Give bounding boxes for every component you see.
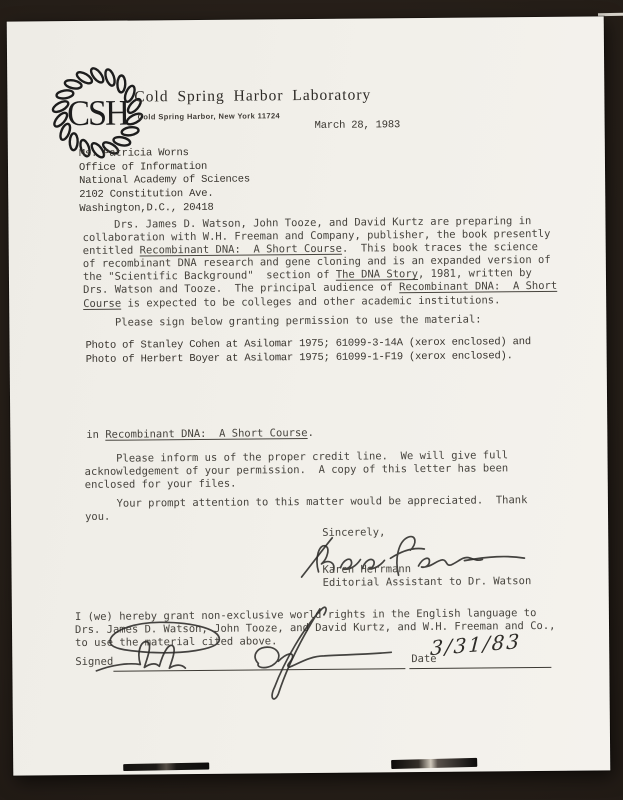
handwritten-date: 3/31/83 (429, 628, 522, 661)
closing-salutation: Sincerely, (322, 526, 386, 539)
paragraph-credit-line: Please inform us of the proper credit line. We will give full acknowledgement of your permission. A copy of this letter has been enclosed for your files. (84, 449, 509, 492)
exposure-mark-left (123, 762, 209, 771)
line-in-book: in Recombinant DNA: A Short Course. (86, 426, 314, 441)
exposure-mark-right (391, 758, 477, 769)
grantor-signature (86, 602, 419, 707)
paragraph-book-intro: Drs. James D. Watson, John Tooze, and David Kurtz are preparing in collaboration with W.H. Freeman and Company, publisher, the book presently entitled Recombinant DNA: A Short Course. This book traces the science of recombinant DNA research and gene cloning and is an expanded version of the "Scientific Background" section of The DNA Story, 1981, written by Drs. Watson and Tooze. The principal audience of Recombinant DNA: A Short Course is expected to be colleges and other academic institutions. (82, 215, 558, 310)
org-name: Cold Spring Harbor Laboratory (134, 86, 372, 106)
paragraph-rights-grant: I (we) hereby grant non-exclusive world rights in the English language to Drs. James D. Watson, John Tooze, and David Kurtz, and W.H. Freeman and Co., to use the material cited above. (74, 607, 556, 650)
letter-date: March 28, 1983 (314, 119, 401, 132)
signer-name: Karen Herrmann (322, 563, 412, 576)
paragraph-sign-request: Please sign below granting permission to use the material: (83, 313, 482, 329)
date-line (409, 667, 551, 669)
photo-permission-list: Photo of Stanley Cohen at Asilomar 1975; 61099-3-14A (xerox enclosed) and Photo of Herbert Boyer at Asilomar 1975; 61099-1-F19 (xerox enclosed). (85, 336, 531, 366)
logo-monogram: CSH (66, 92, 129, 134)
signed-label: Signed (75, 655, 114, 669)
signer-title: Editorial Assistant to Dr. Watson (322, 575, 532, 589)
recipient-address: Ms. Patricia Worns Office of Information National Academy of Sciences 2102 Constitution Ave. Washington,D.C., 20418 (78, 147, 251, 215)
paragraph-prompt-attention: Your prompt attention to this matter would be appreciated. Thank you. (84, 494, 528, 524)
org-address: Cold Spring Harbor, New York 11724 (137, 111, 281, 122)
date-label: Date (411, 652, 437, 666)
letter-page (7, 16, 611, 775)
